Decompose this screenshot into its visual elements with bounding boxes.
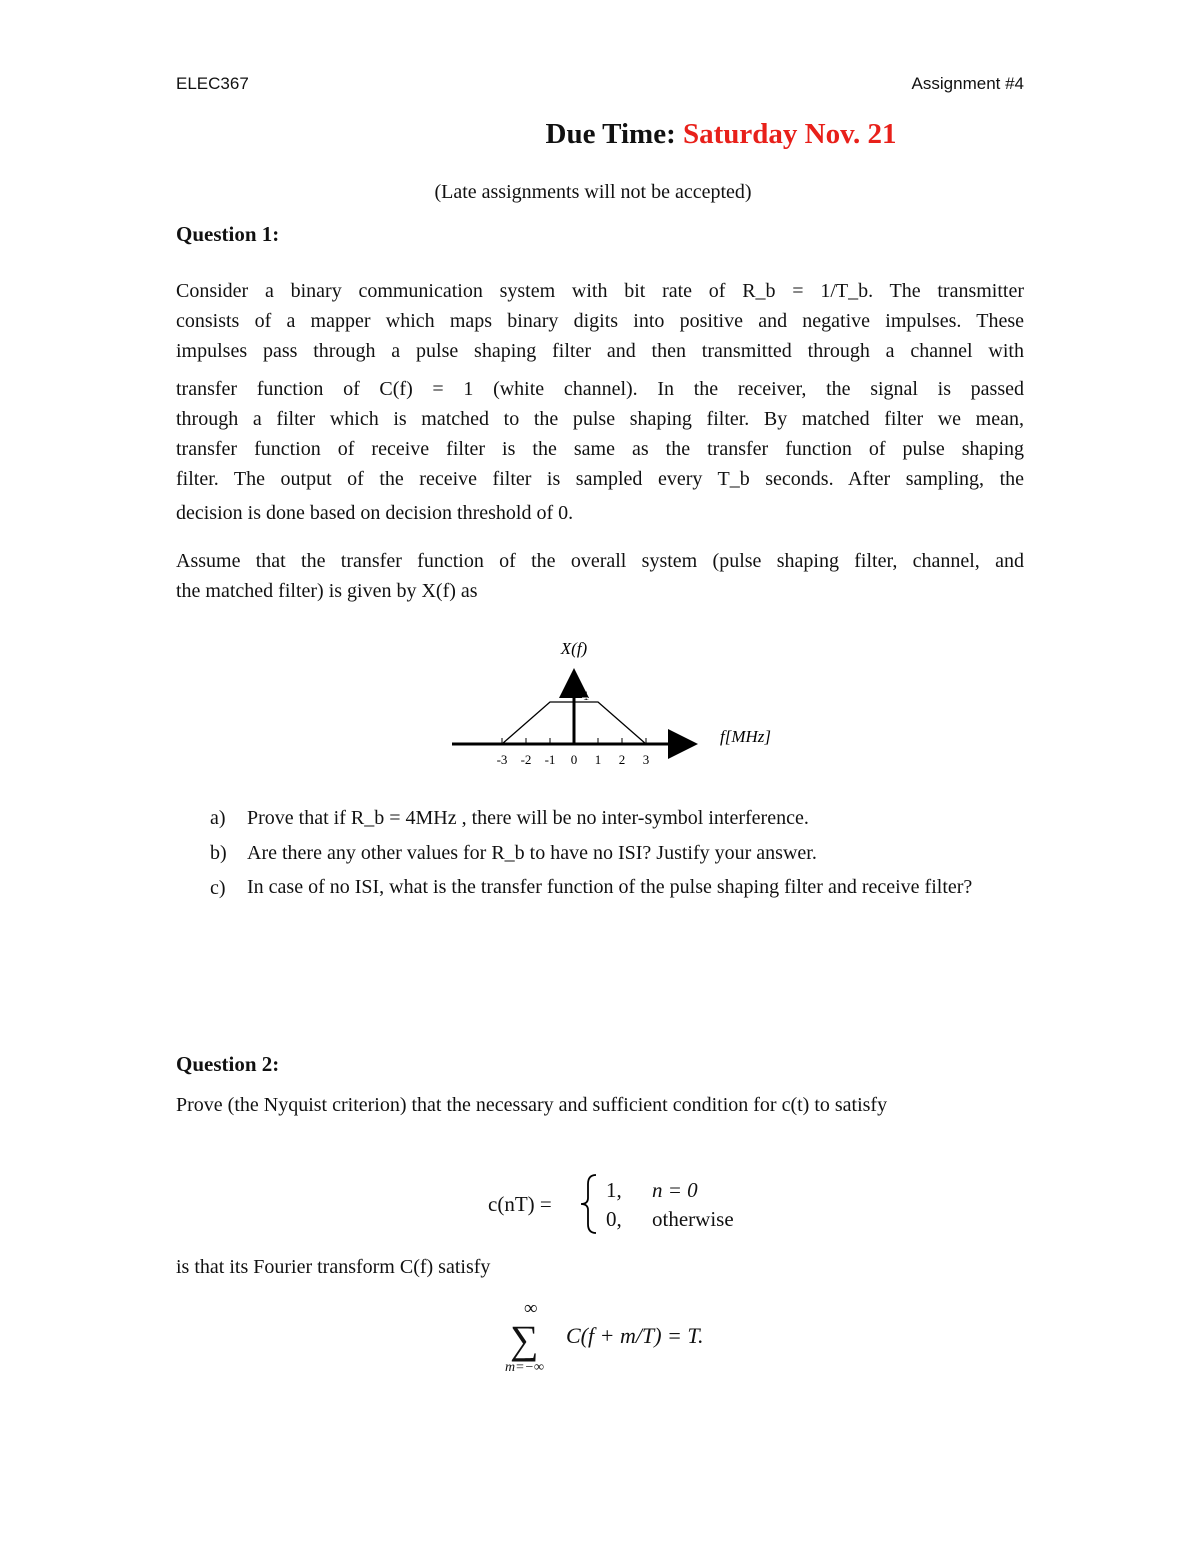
y-tick-label: 1 [582,688,590,703]
case-1-value: 1, [606,1178,622,1202]
left-brace [576,1172,602,1236]
x-tick-label: -2 [520,752,532,767]
summation-sign: ∑ [510,1317,539,1362]
plot-xlabel: f[MHz] [720,727,772,746]
course-code: ELEC367 [176,74,249,93]
item-text: Are there any other values for R_b to have no ISI? Justify your answer. [247,842,817,864]
item-text: Prove that if R_b = 4MHz , there will be no inter-symbol interference. [247,807,809,829]
q1-line-5: through a filter which is matched to the pulse shaping filter. By matched filter we mean, [176,408,1024,430]
case-lhs: c(nT) = [488,1192,552,1216]
x-tick-label: -3 [496,752,508,767]
sum-body: C(f + m/T) = T. [566,1323,704,1348]
case-1-condition: n = 0 [652,1178,698,1202]
question-2-middle: is that its Fourier transform C(f) satisfy [176,1256,491,1278]
x-tick-label: 3 [642,752,650,767]
x-tick-label: 2 [618,752,626,767]
sum-lower-limit: m=−∞ [505,1360,544,1375]
q1-line-3: impulses pass through a pulse shaping filter and then transmitted through a channel with [176,340,1024,362]
late-note: (Late assignments will not be accepted) [434,181,752,203]
q1-line-7: filter. The output of the receive filter is sampled every T_b seconds. After sampling, the [176,468,1024,490]
due-date: Saturday Nov. 21 [682,118,897,150]
plot-ylabel: X(f) [560,639,588,658]
list-item [210,803,1024,833]
q1-line-4: transfer function of C(f) = 1 (white channel). In the receiver, the signal is passed [176,378,1024,400]
q1-line-2: consists of a mapper which maps binary digits into positive and negative impulses. These [176,310,1024,332]
assume-line-2: the matched filter) is given by X(f) as [176,580,478,602]
transfer-function-plot [440,632,800,777]
list-item [210,838,1024,868]
assume-line-1: Assume that the transfer function of the overall system (pulse shaping filter, channel, and [176,550,1024,572]
q1-line-6: transfer function of receive filter is the same as the transfer function of pulse shaping [176,438,1024,460]
x-tick-label: 1 [594,752,602,767]
case-2-value: 0, [606,1207,622,1231]
question-1-items [210,803,1024,906]
due-label: Due Time: [545,118,676,150]
case-2-condition: otherwise [652,1207,734,1231]
question-2-intro: Prove (the Nyquist criterion) that the necessary and sufficient condition for c(t) to satisfy [176,1094,888,1116]
item-marker: a) [210,807,226,829]
question-1-heading: Question 1: [176,222,280,246]
item-marker: c) [210,877,226,899]
q1-line-8: decision is done based on decision threshold of 0. [176,502,574,524]
due-line [0,118,1090,151]
sum-upper-limit: ∞ [524,1298,538,1319]
q1-line-1: Consider a binary communication system with bit rate of R_b = 1/T_b. The transmitter [176,280,1024,302]
list-item [210,873,1024,901]
x-tick-label: -1 [544,752,556,767]
x-tick-label: 0 [570,752,578,767]
item-marker: b) [210,842,227,864]
question-2-heading: Question 2: [176,1052,280,1076]
assume-paragraph [176,546,1024,606]
assignment-number: Assignment #4 [911,74,1024,93]
question-1-paragraph [176,276,1024,528]
item-text: In case of no ISI, what is the transfer function of the pulse shaping filter and receive filter? [247,876,973,898]
